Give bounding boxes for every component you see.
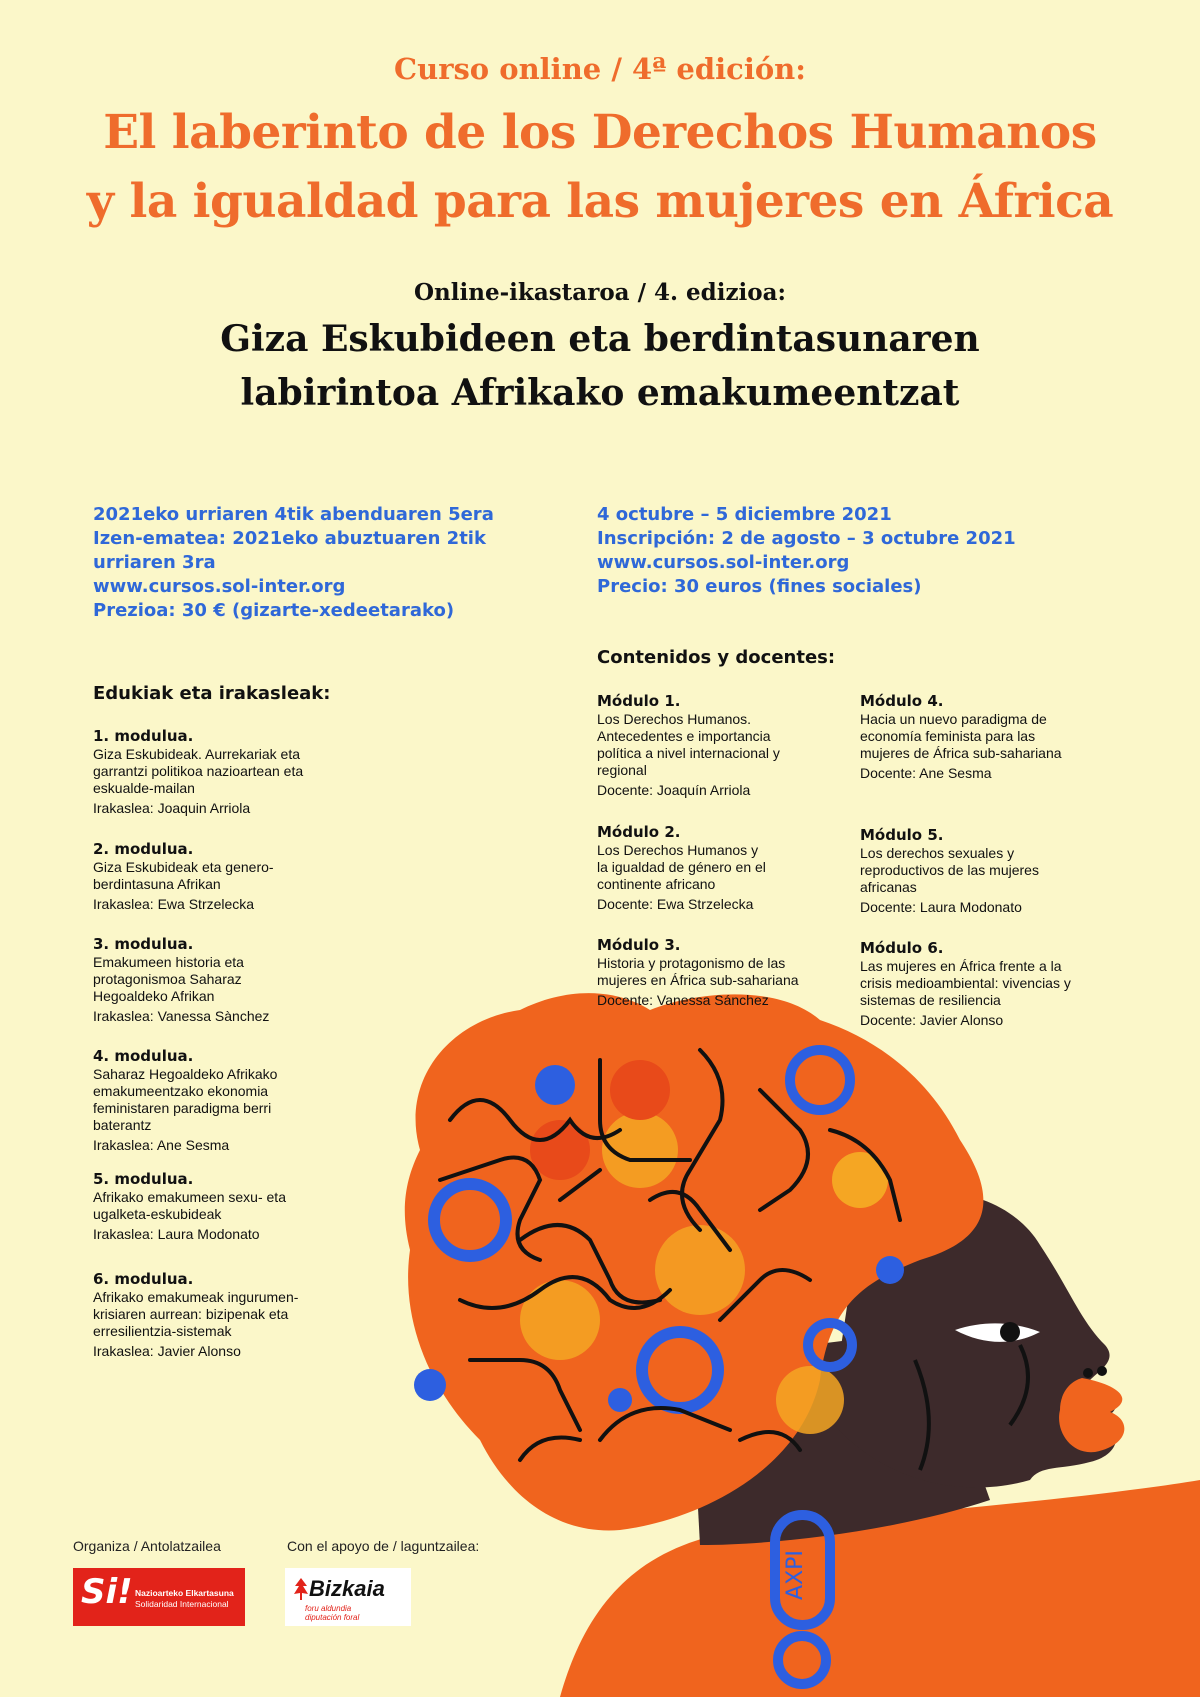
spot <box>610 1060 670 1120</box>
es-title-line-1: El laberinto de los Derechos Humanos <box>103 105 1097 160</box>
module-description-line: krisiaren aurrean: bizipenak eta <box>93 1306 289 1322</box>
module-description-line: sistemas de resiliencia <box>860 992 1001 1008</box>
module-description-line: Las mujeres en África frente a la <box>860 958 1062 974</box>
spot <box>776 1366 844 1434</box>
module-description-line: baterantz <box>93 1117 152 1133</box>
eu-price: Prezioa: 30 € (gizarte-xedeetarako) <box>93 600 455 621</box>
es-website-link[interactable]: www.cursos.sol-inter.org <box>597 552 850 573</box>
sol-inter-logo-line2: Solidaridad Internacional <box>135 1599 229 1609</box>
module-description-line: eskualde-mailan <box>93 780 195 796</box>
module-description-line: mujeres en África sub-sahariana <box>597 972 799 988</box>
module-teacher: Irakaslea: Vanessa Sànchez <box>93 1008 270 1024</box>
module-title: 4. modulua. <box>93 1047 194 1065</box>
module-description-line: Historia y protagonismo de las <box>597 955 786 971</box>
pupil-shape <box>1000 1322 1020 1342</box>
module-title: 5. modulua. <box>93 1170 194 1188</box>
module-description-line: reproductivos de las mujeres <box>860 862 1039 878</box>
module-teacher: Docente: Vanessa Sánchez <box>597 992 769 1008</box>
module-title: Módulo 2. <box>597 823 681 841</box>
module-teacher: Irakaslea: Ane Sesma <box>93 1137 230 1153</box>
module-block <box>597 824 766 913</box>
apoyo-label: Con el apoyo de / laguntzailea: <box>287 1538 480 1554</box>
blue-dot <box>414 1369 446 1401</box>
eu-contents-title: Edukiak eta irakasleak: <box>93 683 331 704</box>
module-teacher: Docente: Laura Modonato <box>860 899 1022 915</box>
module-description-line: crisis medioambiental: vivencias y <box>860 975 1071 991</box>
module-block <box>860 693 1062 782</box>
eu-website-link[interactable]: www.cursos.sol-inter.org <box>93 576 346 597</box>
sol-inter-logo-mark: Si! <box>81 1572 133 1612</box>
es-title-line-2: y la igualdad para las mujeres en África <box>86 174 1114 229</box>
bizkaia-sub-2: diputación foral <box>305 1613 360 1622</box>
blue-dot <box>535 1065 575 1105</box>
bizkaia-name: Bizkaia <box>309 1576 385 1601</box>
module-description-line: mujeres de África sub-sahariana <box>860 745 1062 761</box>
module-block <box>860 940 1071 1029</box>
module-description-line: Los derechos sexuales y <box>860 845 1015 861</box>
spot <box>655 1225 745 1315</box>
es-registration: Inscripción: 2 de agosto – 3 octubre 2021 <box>597 528 1016 549</box>
module-description-line: Los Derechos Humanos y <box>597 842 759 858</box>
module-teacher: Docente: Ewa Strzelecka <box>597 896 754 912</box>
module-description-line: continente africano <box>597 876 716 892</box>
module-description-line: emakumeentzako ekonomia <box>93 1083 269 1099</box>
module-description-line: Hegoaldeko Afrikan <box>93 988 215 1004</box>
module-description-line: erresilientzia-sistemak <box>93 1323 232 1339</box>
es-price: Precio: 30 euros (fines sociales) <box>597 576 922 597</box>
module-block <box>597 693 780 799</box>
module-description-line: Antecedentes e importancia <box>597 728 771 744</box>
bizkaia-leaf-icon <box>293 1578 309 1600</box>
module-description-line: garrantzi politikoa nazioartean eta <box>93 763 304 779</box>
module-description-line: Afrikako emakumeak ingurumen- <box>93 1289 299 1305</box>
eu-kicker: Online-ikastaroa / 4. edizioa: <box>414 279 786 306</box>
es-kicker: Curso online / 4ª edición: <box>394 52 806 86</box>
module-description-line: protagonismoa Saharaz <box>93 971 242 987</box>
module-title: Módulo 6. <box>860 939 944 957</box>
spot <box>520 1280 600 1360</box>
module-teacher: Docente: Javier Alonso <box>860 1012 1004 1028</box>
module-teacher: Irakaslea: Laura Modonato <box>93 1226 260 1242</box>
es-contents-title: Contenidos y docentes: <box>597 647 836 668</box>
module-description-line: Afrikako emakumeen sexu- eta <box>93 1189 286 1205</box>
module-description-line: feministaren paradigma berri <box>93 1100 272 1116</box>
module-teacher: Irakaslea: Ewa Strzelecka <box>93 896 255 912</box>
eu-registration-cont: urriaren 3ra <box>93 552 216 573</box>
module-description-line: Hacia un nuevo paradigma de <box>860 711 1047 727</box>
module-description-line: Los Derechos Humanos. <box>597 711 752 727</box>
module-teacher: Docente: Joaquín Arriola <box>597 782 751 798</box>
module-teacher: Irakaslea: Javier Alonso <box>93 1343 241 1359</box>
module-description-line: africanas <box>860 879 917 895</box>
module-description-line: Saharaz Hegoaldeko Afrikako <box>93 1066 278 1082</box>
module-description-line: Giza Eskubideak. Aurrekariak eta <box>93 746 300 762</box>
module-description-line: berdintasuna Afrikan <box>93 876 221 892</box>
lips-shape <box>1059 1378 1124 1452</box>
module-title: Módulo 1. <box>597 692 681 710</box>
nostril-1 <box>1083 1368 1093 1378</box>
module-title: 2. modulua. <box>93 840 194 858</box>
bizkaia-sub-1: foru aldundia <box>305 1604 352 1613</box>
module-title: 6. modulua. <box>93 1270 194 1288</box>
module-block <box>93 1048 277 1154</box>
module-title: Módulo 4. <box>860 692 944 710</box>
nostril-2 <box>1097 1366 1107 1376</box>
module-description-line: política a nivel internacional y <box>597 745 780 761</box>
module-teacher: Irakaslea: Joaquin Arriola <box>93 800 251 816</box>
bizkaia-logo[interactable] <box>285 1568 411 1626</box>
blue-dot <box>608 1388 632 1412</box>
module-description-line: regional <box>597 762 647 778</box>
module-description-line: Emakumeen historia eta <box>93 954 244 970</box>
module-title: 3. modulua. <box>93 935 194 953</box>
module-block <box>93 1171 286 1243</box>
module-title: Módulo 5. <box>860 826 944 844</box>
module-title: Módulo 3. <box>597 936 681 954</box>
module-block <box>93 728 303 817</box>
sol-inter-logo[interactable] <box>73 1568 245 1626</box>
sol-inter-logo-line1: Nazioarteko Elkartasuna <box>135 1588 234 1598</box>
es-dates: 4 octubre – 5 diciembre 2021 <box>597 504 892 525</box>
module-description-line: ugalketa-eskubideak <box>93 1206 222 1222</box>
eu-title-line-1: Giza Eskubideen eta berdintasunaren <box>220 318 980 360</box>
eu-registration: Izen-ematea: 2021eko abuztuaren 2tik <box>93 528 486 549</box>
module-description-line: economía feminista para las <box>860 728 1036 744</box>
eu-title-line-2: labirintoa Afrikako emakumeentzat <box>240 372 960 414</box>
module-block <box>93 936 269 1025</box>
module-block <box>93 1271 298 1360</box>
eu-dates: 2021eko urriaren 4tik abenduaren 5era <box>93 504 494 525</box>
module-description-line: la igualdad de género en el <box>597 859 766 875</box>
module-block <box>93 841 274 913</box>
module-teacher: Docente: Ane Sesma <box>860 765 992 781</box>
module-title: 1. modulua. <box>93 727 194 745</box>
blue-dot <box>876 1256 904 1284</box>
module-description-line: Giza Eskubideak eta genero- <box>93 859 274 875</box>
module-block <box>597 937 799 1009</box>
organiza-label: Organiza / Antolatzailea <box>73 1538 221 1554</box>
module-block <box>860 827 1039 916</box>
earring-text: AXPI <box>783 1550 808 1600</box>
